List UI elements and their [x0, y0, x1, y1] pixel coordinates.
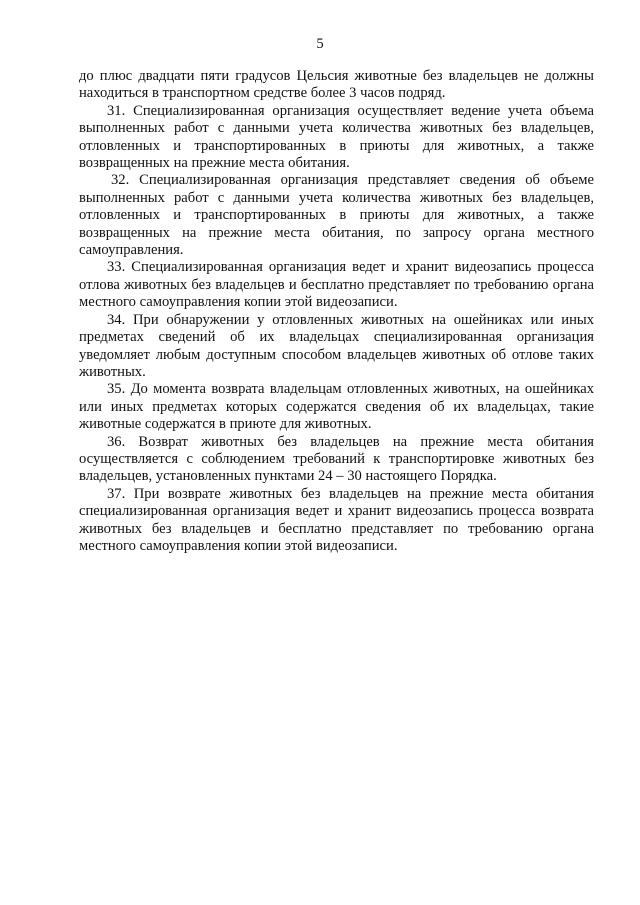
paragraph-33: 33. Специализированная организация ведет и хранит видеозапись процесса отлова животных без владельцев и бесплатно представляет по требованию органа местного самоуправления копии этой видеозаписи.: [79, 259, 594, 311]
document-body: [79, 68, 594, 555]
paragraph-35: 35. До момента возврата владельцам отловленных животных, на ошейниках или иных предметах которых содержатся сведения об их владельцах, такие животные содержатся в приюте для животных.: [79, 381, 594, 433]
paragraph-36: 36. Возврат животных без владельцев на прежние места обитания осуществляется с соблюдением требований к транспортировке животных без владельцев, установленных пунктами 24 – 30 настоящего Порядка.: [79, 433, 594, 485]
paragraph-31: 31. Специализированная организация осуществляет ведение учета объема выполненных работ с данными учета количества животных без владельцев, отловленных и транспортированных в приюты для животных, а также возвращенных на прежние места обитания.: [79, 102, 594, 172]
paragraph-37: 37. При возврате животных без владельцев на прежние места обитания специализированная организация ведет и хранит видеозапись процесса возврата животных без владельцев и бесплатно представляет по требованию органа местного самоуправления копии этой видеозаписи.: [79, 485, 594, 554]
paragraph-32: 32. Специализированная организация представляет сведения об объеме выполненных работ с данными учета количества животных без владельцев, отловленных и транспортированных в приюты для животных, а также возвращенных на прежние места обитания, по запросу органа местного самоуправления.: [79, 172, 594, 259]
paragraph-continuation: до плюс двадцати пяти градусов Цельсия животные без владельцев не должны находиться в транспортном средстве более 3 часов подряд.: [79, 68, 594, 102]
paragraph-34: 34. При обнаружении у отловленных животных на ошейниках или иных предметах сведений об их владельцах специализированная организация уведомляет любым доступным способом владельцев животных об отлове таких животных.: [79, 311, 594, 380]
page-number: 5: [316, 36, 324, 52]
